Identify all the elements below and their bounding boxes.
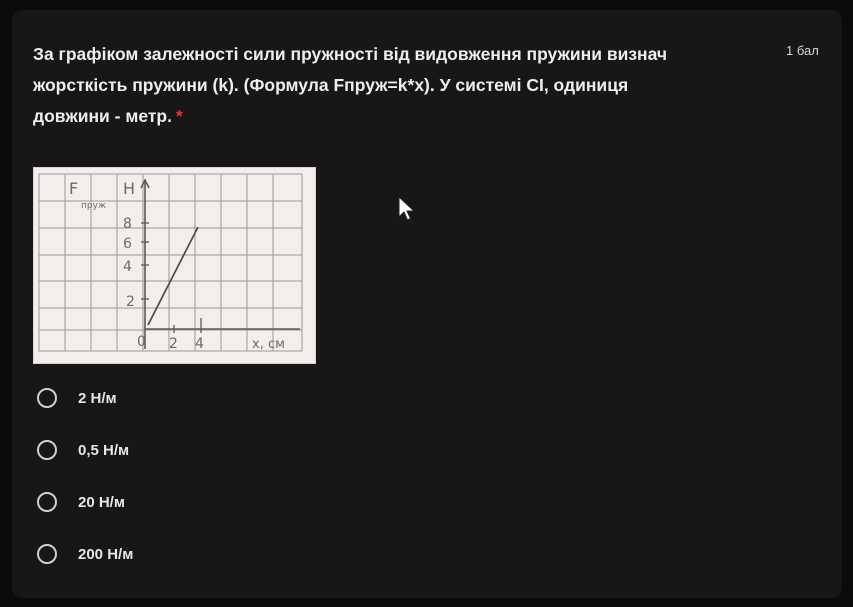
y-tick-label: 8 [123, 216, 132, 232]
option-0-5-n-m[interactable] [37, 437, 129, 463]
graph-grid [39, 174, 302, 351]
x-tick-label: 2 [169, 336, 178, 352]
question-text [33, 39, 783, 132]
points-label: 1 бал [786, 43, 819, 58]
y-tick-label: 6 [123, 236, 132, 252]
x-axis-label: x, см [252, 337, 285, 352]
question-line-3-text: довжини - метр. [33, 106, 172, 126]
question-line-1: За графіком залежності сили пружності від видовження пружини визнач [33, 44, 668, 64]
radio-circle-icon[interactable] [37, 388, 57, 408]
option-2-n-m[interactable] [37, 385, 117, 411]
graph-data-line [148, 227, 198, 325]
question-line-2: жорсткість пружини (k). (Формула Fпруж=k*x). У системі СІ, одиниця [33, 75, 629, 95]
y-axis-unit: Н [123, 179, 136, 198]
y-tick-label: 2 [126, 294, 135, 310]
option-20-n-m[interactable] [37, 489, 125, 515]
radio-circle-icon[interactable] [37, 544, 57, 564]
required-asterisk: * [175, 106, 183, 126]
question-line-3 [33, 101, 783, 132]
radio-circle-icon[interactable] [37, 492, 57, 512]
option-label: 20 Н/м [78, 493, 125, 511]
question-image [33, 167, 316, 364]
y-axis-label: F [69, 179, 79, 198]
option-label: 200 Н/м [78, 545, 134, 563]
x-tick-label: 4 [195, 336, 204, 352]
option-200-n-m[interactable] [37, 541, 133, 567]
mouse-cursor-icon [397, 196, 417, 224]
y-axis-subscript: пруж [81, 201, 107, 211]
radio-circle-icon[interactable] [37, 440, 57, 460]
force-extension-graph [34, 168, 317, 365]
y-tick-label: 4 [123, 259, 132, 275]
option-label: 0,5 Н/м [78, 441, 130, 459]
origin-label: 0 [137, 334, 146, 350]
option-label: 2 Н/м [78, 389, 117, 407]
